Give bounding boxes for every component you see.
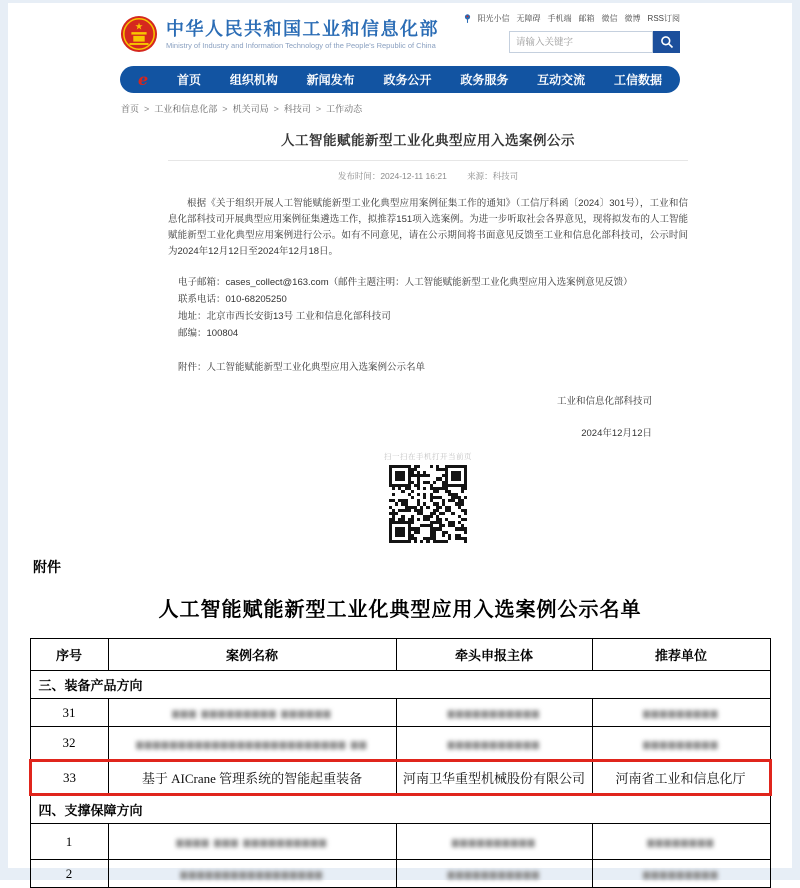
breadcrumb-separator: > [315, 103, 322, 114]
table-row [30, 699, 770, 727]
sunshine-pin-icon [464, 14, 471, 23]
qr-code [389, 465, 467, 543]
article-paragraph: 根据《关于组织开展人工智能赋能新型工业化典型应用案例征集工作的通知》（工信厅科函〔2024〕301号），工业和信息化部科技司开展典型应用案例征集遴选工作，拟推荐151项入选案例。为进一步听取社会各界意见，现将拟发布的人工智能赋能新型工业化典型应用案例进行公示。如有不同意见，请在公示期间将书面意见反馈至工业和信息化部科技司，公示时间为2024年12月12日至2024年12月18日。 [168, 198, 688, 257]
row-no: 2 [30, 860, 108, 888]
nav-item-news[interactable]: 新闻发布 [306, 73, 355, 87]
source: 来源：科技司 [467, 171, 519, 181]
search-icon [660, 35, 674, 49]
quick-links [464, 13, 680, 24]
redacted-recommender: ▆▆▆▆▆▆▆▆▆ [643, 708, 719, 718]
case-table [29, 638, 772, 888]
table-row [30, 824, 770, 860]
breadcrumb-tech-bureau[interactable]: 科技司 [283, 104, 311, 114]
quick-link-weibo[interactable]: 微博 [624, 14, 641, 23]
contact-phone: 联系电话：010-68205250 [178, 294, 287, 305]
contact-block [168, 274, 688, 342]
quick-link-accessibility[interactable]: 无障碍 [516, 14, 541, 23]
contact-email: 电子邮箱：cases_collect@163.com（邮件主题注明：人工智能赋能新型工业化典型应用入选案例意见反馈） [178, 277, 633, 288]
qr-block [168, 451, 688, 543]
page-content [8, 3, 792, 881]
site-header [8, 3, 792, 63]
redacted-recommender: ▆▆▆▆▆▆▆▆▆ [643, 738, 719, 749]
applicant: 河南卫华重型机械股份有限公司 [396, 761, 592, 795]
search-button[interactable] [653, 31, 680, 53]
publish-time: 发布时间：2024-12-11 16:21 [337, 171, 447, 181]
redacted-applicant: ▆▆▆▆▆▆▆▆▆▆▆ [447, 869, 541, 879]
article [168, 129, 688, 543]
section-row-support [30, 795, 770, 824]
row-no: 31 [30, 699, 108, 727]
table-header-row [30, 639, 770, 671]
redacted-case-name: ▆▆▆▆ ▆▆▆ ▆▆▆▆▆▆▆▆▆▆ [176, 837, 328, 847]
qr-caption: 扫一扫在手机打开当前页 [384, 452, 472, 461]
title-divider [168, 160, 688, 161]
search-bar [464, 31, 680, 53]
header-right [464, 13, 680, 53]
row-no: 1 [30, 824, 108, 860]
quick-link-wechat[interactable]: 微信 [601, 14, 618, 23]
breadcrumb-separator: > [144, 103, 150, 114]
col-header-case-name: 案例名称 [108, 639, 396, 671]
nav-item-gov-open[interactable]: 政务公开 [383, 73, 432, 87]
redacted-case-name: ▆▆▆▆▆▆▆▆▆▆▆▆▆▆▆▆▆ [180, 869, 324, 879]
recommender: 河南省工业和信息化厅 [592, 761, 770, 795]
case-name: 基于 AICrane 管理系统的智能起重装备 [108, 761, 396, 795]
national-emblem-icon [120, 15, 158, 53]
section-label: 三、装备产品方向 [30, 671, 770, 699]
main-nav [120, 66, 680, 93]
article-title: 人工智能赋能新型工业化典型应用入选案例公示 [281, 133, 575, 148]
section-row-equipment [30, 671, 770, 699]
nav-item-interaction[interactable]: 互动交流 [537, 73, 586, 87]
table-row [30, 860, 770, 888]
breadcrumb-work-news[interactable]: 工作动态 [326, 104, 363, 114]
col-header-recommender: 推荐单位 [592, 639, 770, 671]
site-subtitle: Ministry of Industry and Information Technology of the People's Republic of China [166, 40, 436, 50]
breadcrumb-home[interactable]: 首页 [121, 104, 140, 114]
attachment-label: 附件 [33, 559, 61, 575]
breadcrumb-separator: > [273, 103, 279, 114]
col-header-no: 序号 [30, 639, 108, 671]
row-no: 32 [30, 727, 108, 761]
redacted-applicant: ▆▆▆▆▆▆▆▆▆▆▆ [447, 708, 541, 718]
col-header-applicant: 牵头申报主体 [396, 639, 592, 671]
breadcrumb-miit[interactable]: 工业和信息化部 [154, 104, 218, 114]
redacted-applicant: ▆▆▆▆▆▆▆▆▆▆ [451, 837, 537, 847]
article-meta [168, 170, 688, 182]
attachment-title: 人工智能赋能新型工业化典型应用入选案例公示名单 [158, 599, 642, 621]
quick-link-sunshine[interactable]: 阳光小信 [477, 14, 510, 23]
redacted-recommender: ▆▆▆▆▆▆▆▆▆ [643, 869, 719, 879]
svg-text:★: ★ [134, 21, 144, 33]
nav-item-organization[interactable]: 组织机构 [229, 73, 278, 87]
quick-link-mobile[interactable]: 手机端 [547, 14, 572, 23]
redacted-recommender: ▆▆▆▆▆▆▆▆ [647, 837, 715, 847]
quick-link-rss[interactable]: RSS订阅 [647, 14, 680, 23]
contact-postcode: 邮编：100804 [178, 328, 239, 339]
attachment-link-line[interactable]: 附件：人工智能赋能新型工业化典型应用入选案例公示名单 [178, 362, 426, 373]
section-label: 四、支撑保障方向 [30, 795, 770, 824]
nav-item-gov-service[interactable]: 政务服务 [460, 73, 509, 87]
signature-date: 2024年12月12日 [581, 428, 652, 439]
site-title: 中华人民共和国工业和信息化部 [166, 18, 439, 39]
redacted-case-name: ▆▆▆ ▆▆▆▆▆▆▆▆▆ ▆▆▆▆▆▆ [172, 708, 332, 718]
nav-item-home[interactable]: 首页 [177, 73, 202, 87]
row-no: 33 [30, 761, 108, 795]
signature-block [168, 393, 688, 439]
search-input[interactable] [509, 31, 653, 53]
attachment-document [8, 557, 792, 888]
breadcrumb [121, 102, 792, 115]
redacted-applicant: ▆▆▆▆▆▆▆▆▆▆▆ [447, 738, 541, 749]
breadcrumb-departments[interactable]: 机关司局 [232, 104, 269, 114]
nav-item-data[interactable]: 工信数据 [613, 73, 662, 87]
redacted-case-name: ▆▆▆▆▆▆▆▆▆▆▆▆▆▆▆▆▆▆▆▆▆▆▆▆▆ ▆▆ [136, 738, 368, 749]
breadcrumb-separator: > [222, 103, 228, 114]
highlighted-row-33 [30, 761, 770, 795]
quick-link-mail[interactable]: 邮箱 [578, 14, 595, 23]
miit-e-logo-icon: e [138, 69, 149, 89]
brand-text [166, 19, 439, 50]
contact-address: 地址：北京市西长安街13号 工业和信息化部科技司 [178, 311, 391, 322]
table-row [30, 727, 770, 761]
signature-department: 工业和信息化部科技司 [556, 396, 652, 407]
